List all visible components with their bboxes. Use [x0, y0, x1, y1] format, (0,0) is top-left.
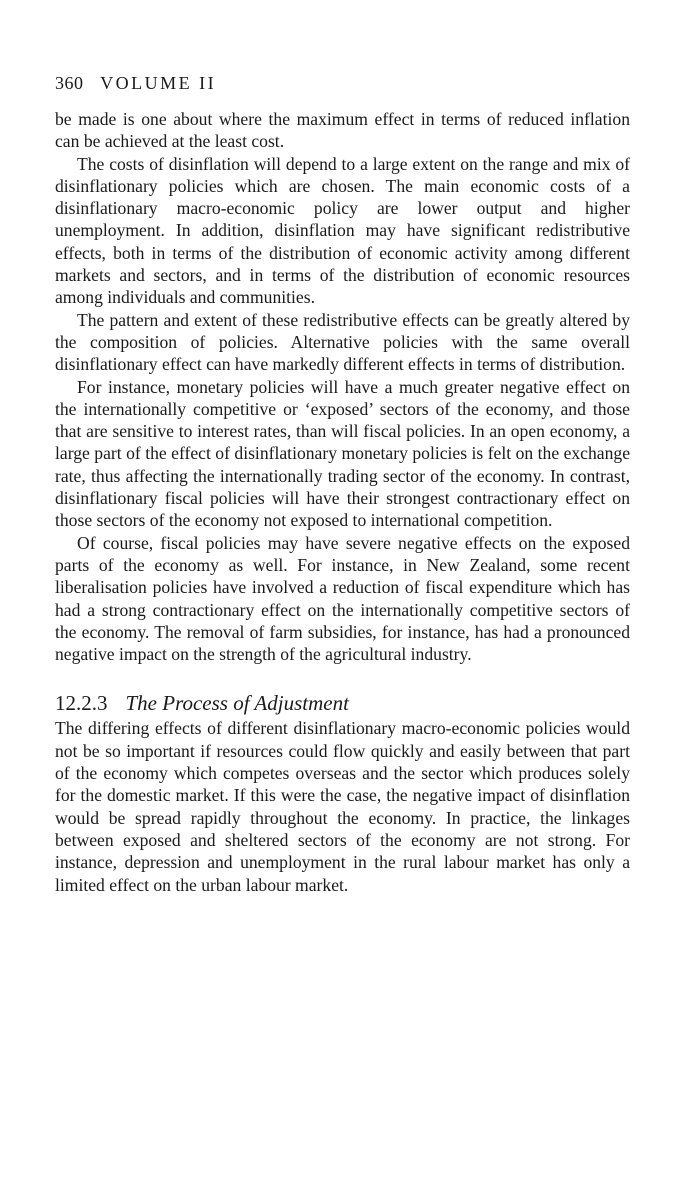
- paragraph-continuation: be made is one about where the maximum effect in terms of reduced inflation can be achieved at the least cost.: [55, 109, 630, 152]
- section-heading: [55, 689, 630, 717]
- paragraph-process-of-adjustment: The differing effects of different disinflationary macro-economic policies would not be so important if resources could flow quickly and easily between that part of the economy which competes overseas and the sector which produces solely for the domestic market. If this were the case, the negative impact of disinflation would be spread rapidly throughout the economy. In practice, the linkages between exposed and sheltered sectors of the economy are not strong. For instance, depression and unemployment in the rural labour market has only a limited effect on the urban labour market.: [55, 718, 630, 895]
- paragraph-monetary-vs-fiscal: For instance, monetary policies will have a much greater negative effect on the internationally competitive or ‘exposed’ sectors of the economy, and those that are sensitive to interest rates, than will fiscal policies. In an open economy, a large part of the effect of disinflationary monetary policies is felt on the exchange rate, thus affecting the internationally trading sector of the economy. In contrast, disinflationary fiscal policies will have their strongest contractionary effect on those sectors of the economy not exposed to international competition.: [55, 376, 630, 531]
- paragraph-costs-of-disinflation: The costs of disinflation will depend to a large extent on the range and mix of disinflationary policies which are chosen. The main economic costs of a disinflationary macro-economic policy are lower output and higher unemployment. In addition, disinflation may have significant redistributive effects, both in terms of the distribution of economic activity among different markets and sectors, and in terms of the distribution of economic resources among individuals and communities.: [55, 153, 630, 308]
- page-number: 360: [55, 73, 84, 93]
- paragraph-redistributive-effects: The pattern and extent of these redistributive effects can be greatly altered by the composition of policies. Alternative policies with the same overall disinflationary effect can have markedly different effects in terms of distribution.: [55, 309, 630, 375]
- running-head: [55, 70, 630, 96]
- volume-label: VOLUME II: [100, 73, 217, 93]
- book-page: [55, 70, 630, 896]
- section-title: The Process of Adjustment: [125, 691, 349, 716]
- section-number: 12.2.3: [55, 691, 108, 716]
- paragraph-fiscal-exposed-sectors: Of course, fiscal policies may have severe negative effects on the exposed parts of the economy as well. For instance, in New Zealand, some recent liberalisation policies have involved a reduction of fiscal expenditure which has had a strong contractionary effect on the internationally competitive sectors of the economy. The removal of farm subsidies, for instance, has had a pronounced negative impact on the strength of the agricultural industry.: [55, 532, 630, 665]
